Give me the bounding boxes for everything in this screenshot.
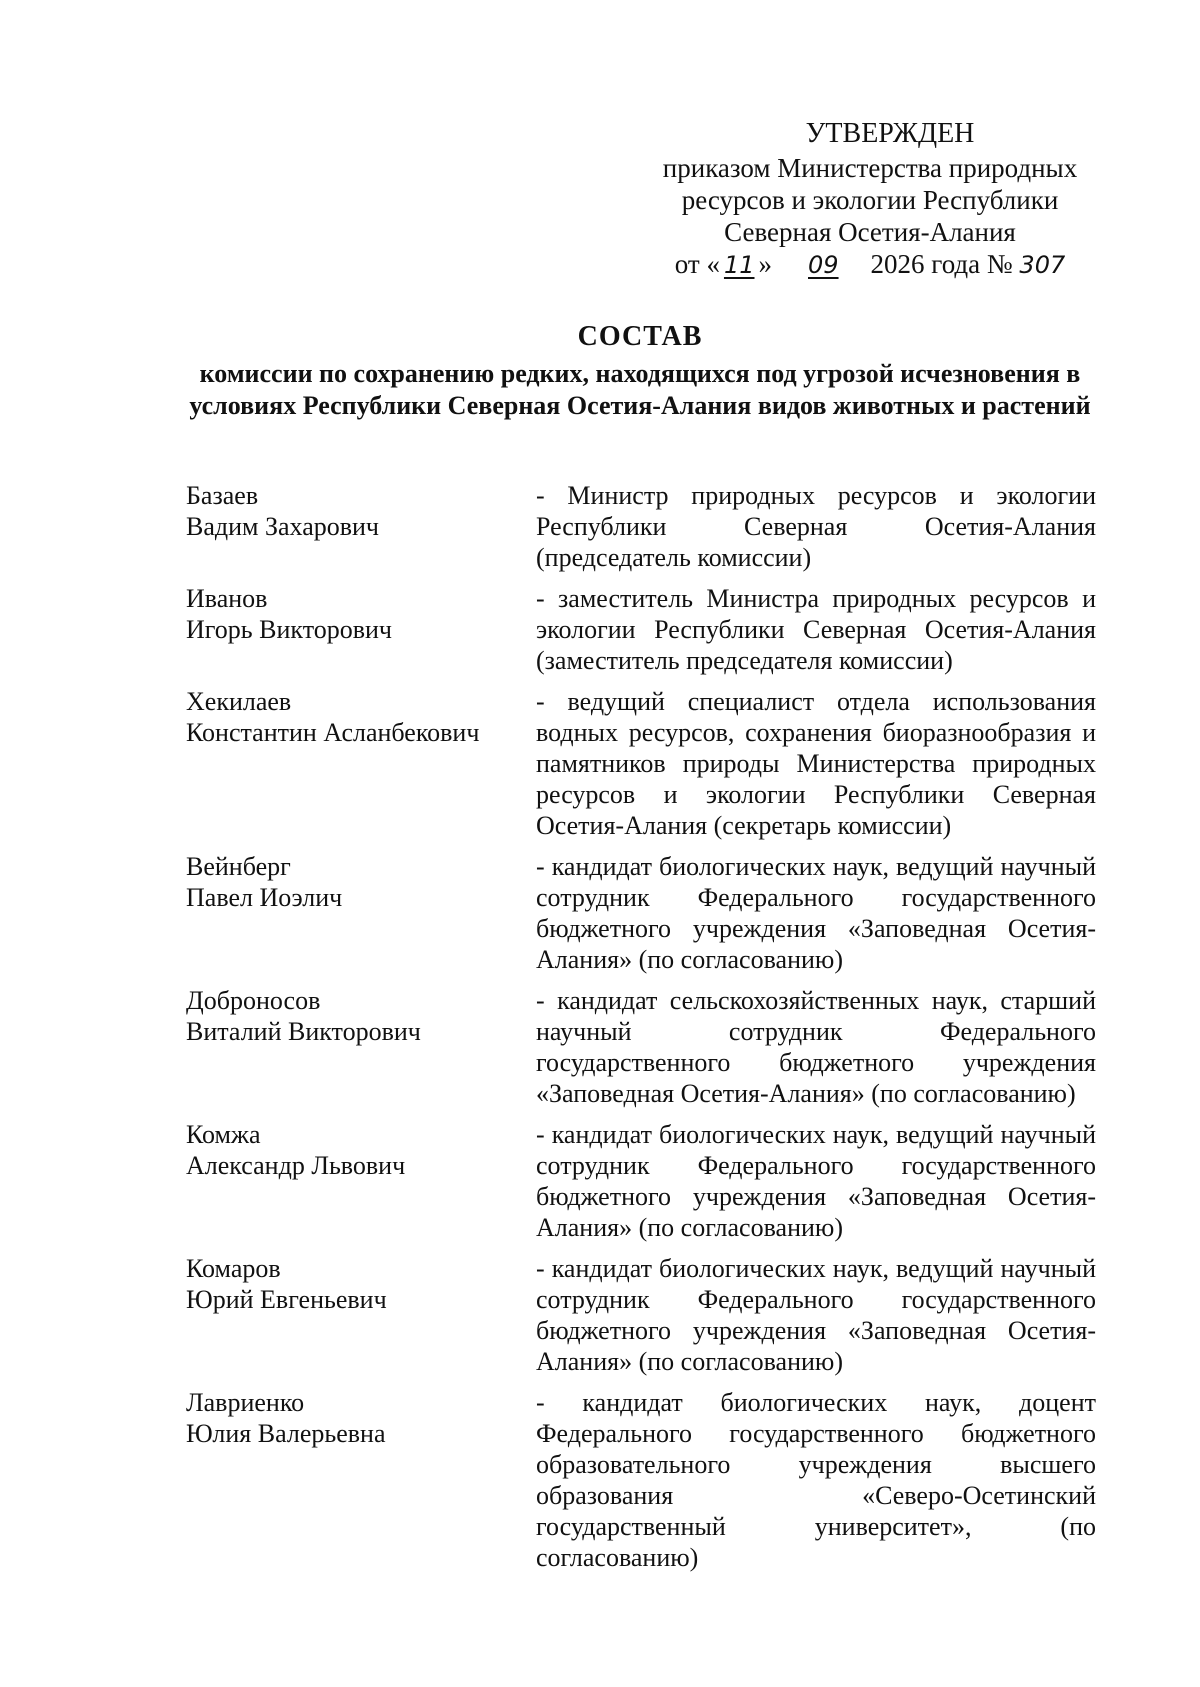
member-name (186, 480, 536, 573)
approval-block (640, 118, 1100, 281)
member-row (186, 1387, 1106, 1573)
date-year: 2026 года (870, 249, 981, 279)
member-surname: Хекилаев (186, 687, 292, 716)
approval-date-line (640, 248, 1100, 281)
document-heading (170, 320, 1110, 422)
date-month-handwritten: 09 (808, 251, 839, 279)
member-name (186, 1387, 536, 1573)
member-name (186, 1253, 536, 1377)
document-subtitle: комиссии по сохранению редких, находящихся под угрозой исчезновения в условиях Республики Северная Осетия-Алания видов животных и растений (189, 359, 1091, 420)
member-surname: Вейнберг (186, 852, 291, 881)
member-surname: Доброносов (186, 986, 321, 1015)
approval-line-2: ресурсов и экологии Республики (681, 185, 1059, 215)
member-given-name: Игорь Викторович (186, 615, 392, 644)
member-name (186, 686, 536, 841)
approval-title: УТВЕРЖДЕН (805, 118, 975, 149)
order-number-handwritten: 307 (1019, 251, 1066, 279)
member-surname: Лавриенко (186, 1388, 305, 1417)
member-row (186, 686, 1106, 841)
member-given-name: Александр Львович (186, 1151, 406, 1180)
member-surname: Базаев (186, 481, 259, 510)
approval-line-1: приказом Министерства природных (662, 153, 1078, 183)
member-row (186, 583, 1106, 676)
date-prefix: от « (674, 249, 720, 279)
member-role: - кандидат биологических наук, ведущий научный сотрудник Федерального государственного бюджетного учреждения «Заповедная Осетия-Алания» (по согласованию) (536, 852, 1096, 974)
approval-line-3: Северная Осетия-Алания (724, 217, 1016, 247)
member-name (186, 1119, 536, 1243)
member-surname: Комаров (186, 1254, 281, 1283)
date-mid: » (758, 249, 772, 279)
member-role: - кандидат биологических наук, ведущий научный сотрудник Федерального государственного бюджетного учреждения «Заповедная Осетия-Алания» (по согласованию) (536, 1120, 1096, 1242)
member-row (186, 1119, 1106, 1243)
member-given-name: Павел Иоэлич (186, 883, 343, 912)
document-title: СОСТАВ (577, 321, 703, 352)
member-given-name: Юрий Евгеньевич (186, 1285, 387, 1314)
member-role: - кандидат сельскохозяйственных наук, старший научный сотрудник Федерального государственного бюджетного учреждения «Заповедная Осетия-Алания» (по согласованию) (536, 986, 1096, 1108)
member-role: - ведущий специалист отдела использования водных ресурсов, сохранения биоразнообразия и памятников природы Министерства природных ресурсов и экологии Республики Северная Осетия-Алания (секретарь комиссии) (536, 687, 1096, 840)
member-name (186, 985, 536, 1109)
member-role: - кандидат биологических наук, доцент Федерального государственного бюджетного образовательного учреждения высшего образования «Северо-Осетинский государственный университет», (по согласованию) (536, 1388, 1096, 1572)
member-given-name: Вадим Захарович (186, 512, 380, 541)
member-given-name: Виталий Викторович (186, 1017, 421, 1046)
number-label: № (986, 249, 1013, 279)
member-name (186, 583, 536, 676)
member-given-name: Константин Асланбекович (186, 718, 480, 747)
date-day-handwritten: 11 (723, 251, 755, 279)
member-row (186, 480, 1106, 573)
member-role: - заместитель Министра природных ресурсов и экологии Республики Северная Осетия-Алания (заместитель председателя комиссии) (536, 584, 1096, 675)
member-surname: Иванов (186, 584, 268, 613)
member-role: - кандидат биологических наук, ведущий научный сотрудник Федерального государственного бюджетного учреждения «Заповедная Осетия-Алания» (по согласованию) (536, 1254, 1096, 1376)
member-given-name: Юлия Валерьевна (186, 1419, 386, 1448)
member-surname: Комжа (186, 1120, 261, 1149)
members-list (186, 480, 1106, 1583)
member-role: - Министр природных ресурсов и экологии Республики Северная Осетия-Алания (председатель комиссии) (536, 481, 1096, 572)
member-row (186, 985, 1106, 1109)
member-row (186, 851, 1106, 975)
member-row (186, 1253, 1106, 1377)
member-name (186, 851, 536, 975)
